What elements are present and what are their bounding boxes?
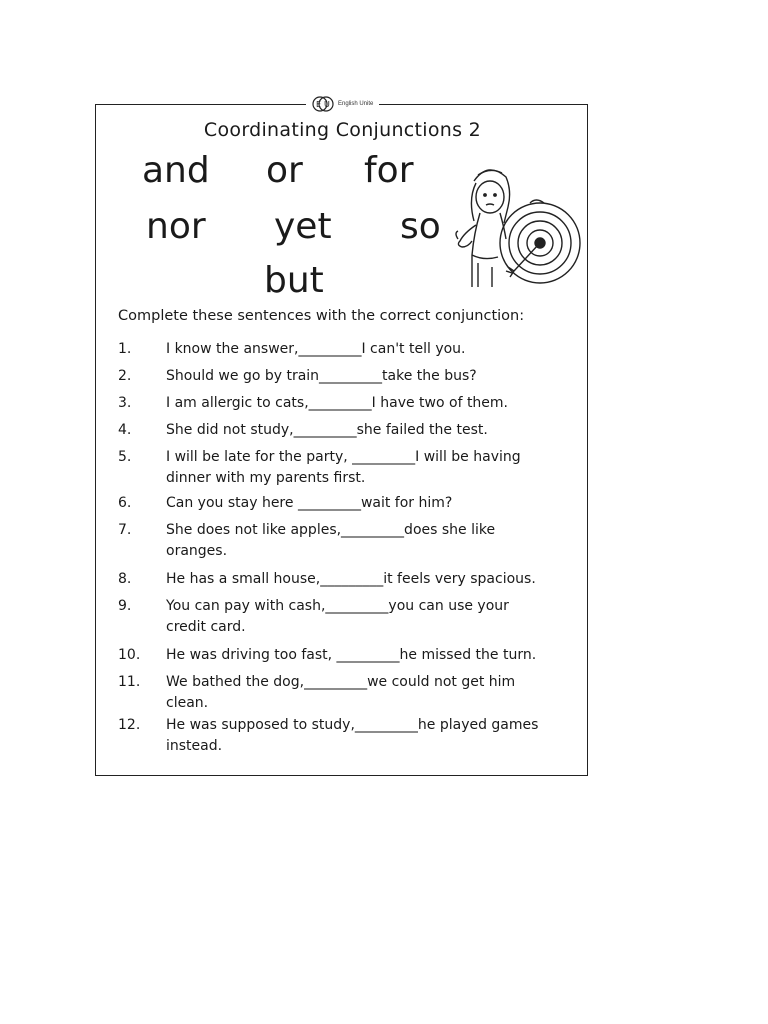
item-line: I will be late for the party, _________I will be having <box>166 449 521 465</box>
item-text <box>166 366 576 387</box>
item-number: 4. <box>118 422 132 438</box>
item-line: credit card. <box>166 619 246 635</box>
item-text <box>166 393 576 414</box>
worksheet-title: Coordinating Conjunctions 2 <box>203 119 482 141</box>
item-line: He was driving too fast, _________he missed the turn. <box>166 647 537 663</box>
item-line: You can pay with cash,_________you can use your <box>166 598 509 614</box>
item-text <box>166 447 576 489</box>
conjunction-nor: nor <box>146 206 206 247</box>
item-text <box>166 569 576 590</box>
conjunction-for: for <box>364 150 414 191</box>
conjunction-and: and <box>142 150 210 191</box>
item-number: 10. <box>118 647 141 663</box>
svg-text:E: E <box>316 100 322 109</box>
item-number: 8. <box>118 571 132 587</box>
worksheet <box>95 100 588 776</box>
conjunction-yet: yet <box>274 206 332 247</box>
item-number: 6. <box>118 495 132 511</box>
item-line: Can you stay here _________wait for him? <box>166 495 453 511</box>
item-number: 1. <box>118 341 132 357</box>
item-line: instead. <box>166 738 223 754</box>
item-text <box>166 672 576 714</box>
girl-with-target-illustration <box>454 163 586 291</box>
item-number: 5. <box>118 449 132 465</box>
item-line: I know the answer,_________I can't tell you. <box>166 341 466 357</box>
english-unite-logo-icon <box>312 95 334 113</box>
conjunction-so: so <box>400 206 441 247</box>
item-number: 3. <box>118 395 132 411</box>
item-line: She does not like apples,_________does she like <box>166 522 496 538</box>
item-text <box>166 645 576 666</box>
instructions: Complete these sentences with the correct conjunction: <box>118 308 525 324</box>
item-line: He was supposed to study,_________he played games <box>166 717 539 733</box>
item-text <box>166 596 576 638</box>
item-line: dinner with my parents first. <box>166 470 366 486</box>
item-number: 11. <box>118 674 141 690</box>
item-line: oranges. <box>166 543 228 559</box>
item-text <box>166 715 576 757</box>
item-line: We bathed the dog,_________we could not get him <box>166 674 516 690</box>
item-number: 7. <box>118 522 132 538</box>
item-number: 2. <box>118 368 132 384</box>
item-line: Should we go by train_________take the bus? <box>166 368 477 384</box>
item-number: 9. <box>118 598 132 614</box>
svg-text:U: U <box>324 100 330 109</box>
item-number: 12. <box>118 717 141 733</box>
item-text <box>166 493 576 514</box>
conjunction-or: or <box>266 150 303 191</box>
item-text <box>166 520 576 562</box>
item-line: I am allergic to cats,_________I have two of them. <box>166 395 509 411</box>
item-line: clean. <box>166 695 209 711</box>
item-line: He has a small house,_________it feels very spacious. <box>166 571 536 587</box>
item-text <box>166 339 576 360</box>
item-text <box>166 420 576 441</box>
item-line: She did not study,_________she failed the test. <box>166 422 488 438</box>
brand <box>306 93 379 115</box>
conjunction-but: but <box>264 260 324 301</box>
brand-name: English Unite <box>338 101 374 107</box>
